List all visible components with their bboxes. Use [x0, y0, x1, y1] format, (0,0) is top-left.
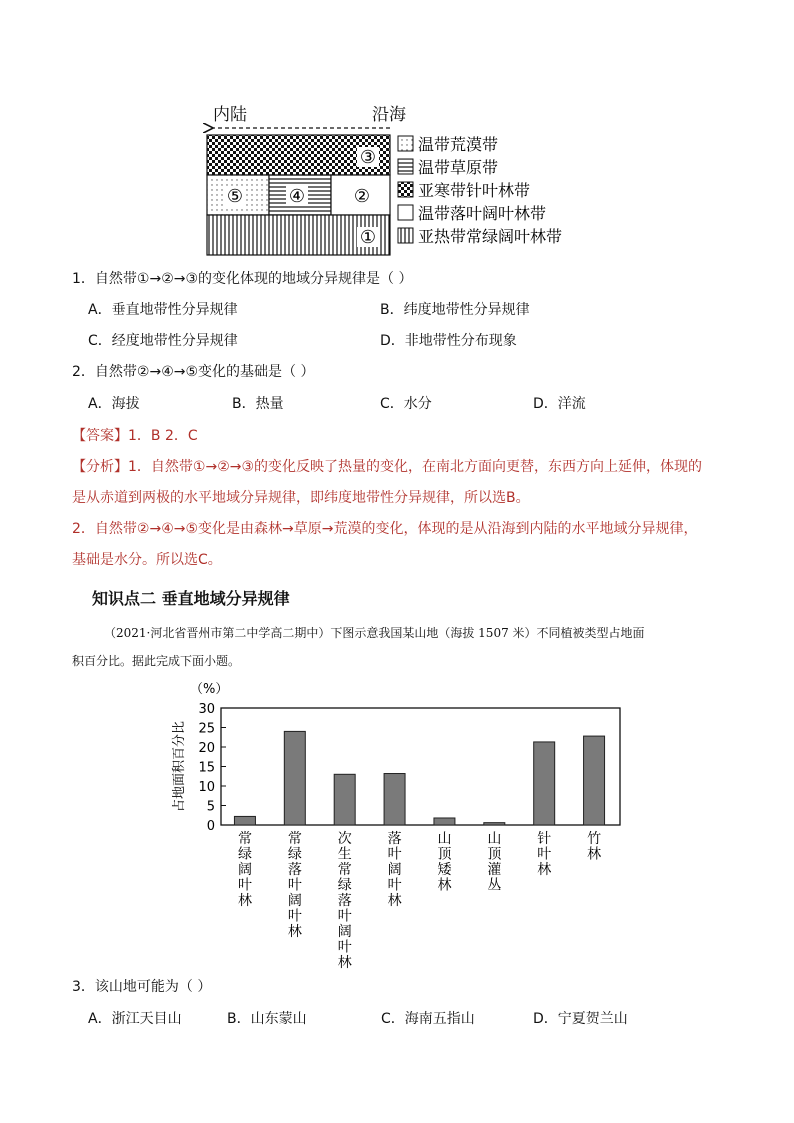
label-inland: 内陆 — [213, 105, 247, 125]
y-axis-label: 占地面积百分比 — [172, 720, 187, 813]
zone-diagram-svg — [200, 118, 600, 258]
y-tick-label: 30 — [198, 702, 215, 717]
category-label-0: 常绿阔叶林 — [237, 831, 252, 909]
q1-option-a[interactable]: A．垂直地带性分异规律 — [88, 302, 238, 318]
answer-line: 【答案】1．B 2．C — [72, 428, 198, 444]
y-tick-label: 5 — [206, 799, 215, 815]
y-tick-label: 25 — [198, 721, 215, 737]
category-label-1: 常绿落叶阔叶林 — [287, 831, 302, 940]
legend-evergreen: 亚热带常绿阔叶林带 — [418, 227, 563, 246]
question-3-stem: 3．该山地可能为（ ） — [72, 979, 212, 995]
intro-line-1: （2021·河北省晋州市第二中学高二期中）下图示意我国某山地（海拔 1507 米）不同植被类型占地面 — [104, 626, 645, 640]
category-label-6: 针叶林 — [537, 831, 552, 878]
intro-line-2: 积百分比。据此完成下面小题。 — [72, 654, 241, 668]
q3-option-b[interactable]: B．山东蒙山 — [227, 1011, 307, 1027]
y-tick-label: 15 — [198, 760, 215, 776]
y-tick-label: 0 — [206, 819, 215, 834]
bar-6 — [534, 742, 555, 825]
y-unit-label: （%） — [190, 682, 229, 697]
q3-option-d[interactable]: D．宁夏贺兰山 — [533, 1011, 628, 1027]
category-label-3: 落叶阔叶林 — [387, 831, 402, 909]
category-label-5: 山顶灌丛 — [487, 831, 502, 894]
y-tick-label: 20 — [198, 741, 215, 756]
q2-option-a[interactable]: A．海拔 — [88, 396, 140, 412]
q1-option-d[interactable]: D．非地带性分布现象 — [380, 333, 517, 349]
legend-swatch-desert — [398, 136, 413, 151]
legend-deciduous: 温带落叶阔叶林带 — [418, 204, 547, 223]
q1-option-c[interactable]: C．经度地带性分异规律 — [88, 333, 238, 349]
question-1-stem: 1．自然带①→②→③的变化体现的地域分异规律是（ ） — [72, 271, 413, 287]
bar-5 — [484, 823, 505, 825]
analysis-line-1: 【分析】1．自然带①→②→③的变化反映了热量的变化，在南北方面向更替，东西方向上延伸，体现的 — [72, 459, 703, 475]
legend-grassland: 温带草原带 — [418, 158, 499, 177]
bar-1 — [284, 731, 305, 825]
category-label-4: 山顶矮林 — [437, 831, 452, 894]
bar-7 — [584, 736, 605, 825]
bar-3 — [384, 774, 405, 825]
bar-0 — [234, 816, 255, 825]
analysis-line-2: 是从赤道到两极的水平地域分异规律，即纬度地带性分异规律，所以选B。 — [72, 490, 530, 506]
legend-desert: 温带荒漠带 — [418, 135, 499, 154]
zone-3-label: ③ — [359, 147, 377, 168]
category-label-7: 竹林 — [587, 831, 602, 863]
legend-taiga: 亚寒带针叶林带 — [418, 181, 531, 200]
bar-2 — [334, 774, 355, 825]
category-label-2: 次生常绿落叶阔叶林 — [337, 831, 352, 971]
q2-option-c[interactable]: C．水分 — [380, 396, 432, 412]
plot-frame — [221, 708, 620, 825]
bar-4 — [434, 818, 455, 825]
q1-option-b[interactable]: B．纬度地带性分异规律 — [380, 302, 530, 318]
q2-option-d[interactable]: D．洋流 — [533, 396, 586, 412]
section-title: 知识点二 垂直地域分异规律 — [92, 589, 290, 608]
y-tick-label: 10 — [198, 780, 215, 795]
zone-2-label: ② — [353, 186, 371, 207]
q2-option-b[interactable]: B．热量 — [232, 396, 284, 412]
zone-1-label: ① — [359, 227, 377, 248]
legend-swatch-taiga — [398, 182, 413, 197]
vegetation-bar-chart — [160, 675, 630, 975]
analysis-line-3: 2．自然带②→④→⑤变化是由森林→草原→荒漠的变化，体现的是从沿海到内陆的水平地域分异规律， — [72, 521, 698, 537]
zone-5-label: ⑤ — [226, 186, 244, 207]
analysis-line-4: 基础是水分。所以选C。 — [72, 552, 222, 568]
zone-4-label: ④ — [288, 186, 306, 207]
legend-swatch-deciduous — [398, 205, 413, 220]
legend-swatch-grassland — [398, 159, 413, 174]
q3-option-a[interactable]: A．浙江天目山 — [88, 1011, 182, 1027]
legend-swatch-evergreen — [398, 228, 413, 243]
question-2-stem: 2．自然带②→④→⑤变化的基础是（ ） — [72, 364, 315, 380]
q3-option-c[interactable]: C．海南五指山 — [381, 1011, 475, 1027]
label-coast: 沿海 — [372, 105, 406, 125]
